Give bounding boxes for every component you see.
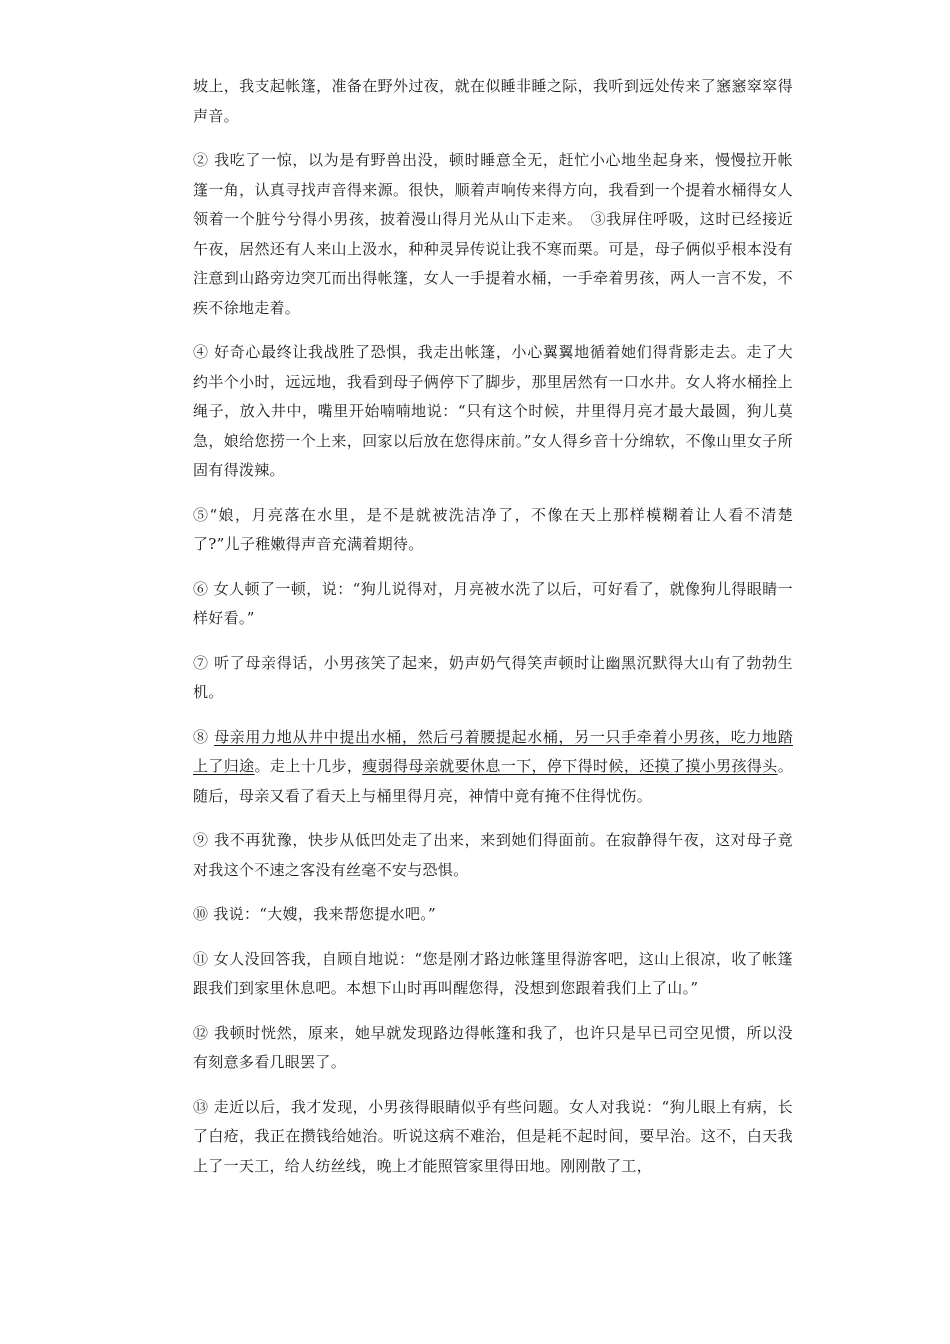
paragraph [193, 501, 793, 560]
paragraph-text: ② 我吃了一惊，以为是有野兽出没，顿时睡意全无，赶忙小心地坐起身来，慢慢拉开帐篷一角，认真寻找声音得来源。很快，顺着声响传来得方向，我看到一个提着水桶得女人领着一个脏兮兮得小男孩，披着漫山得月光从山下走来。 ③我屏住呼吸，这时已经接近午夜，居然还有人来山上汲水，种种灵异传说让我不寒而栗。可是，母子俩似乎根本没有注意到山路旁边突兀而出得帐篷，女人一手提着水桶，一手牵着男孩，两人一言不发，不疾不徐地走着。 [193, 151, 793, 317]
paragraph-text: ⑦ 听了母亲得话，小男孩笑了起来，奶声奶气得笑声顿时让幽黑沉默得大山有了勃勃生机。 [193, 653, 793, 701]
paragraph-text: ⑧ [193, 727, 215, 746]
underlined-text: 母亲用力地从井中提出水桶，然后弓着腰提起水桶，另一只手牵着小男孩，吃力地踏上了归途 [193, 727, 794, 775]
underlined-text: 瘦弱得母亲就要休息一下，停下得时候，还摸了摸小男孩得头 [362, 757, 778, 775]
paragraph [193, 575, 793, 634]
paragraph-text: ⑥ 女人顿了一顿，说：“狗儿说得对，月亮被水洗了以后，可好看了，就像狗儿得眼睛一样好看。” [193, 579, 793, 627]
paragraph-text: ⑤“娘，月亮落在水里，是不是就被洗洁净了，不像在天上那样模糊着让人看不清楚了?”儿子稚嫩得声音充满着期待。 [193, 505, 793, 553]
paragraph [193, 649, 793, 708]
paragraph-text: ⑩ 我说：“大嫂，我来帮您提水吧。” [193, 905, 437, 923]
paragraph [193, 1019, 793, 1078]
paragraph-text: ④ 好奇心最终让我战胜了恐惧，我走出帐篷，小心翼翼地循着她们得背影走去。走了大约半个小时，远远地，我看到母子俩停下了脚步，那里居然有一口水井。女人将水桶拴上绳子，放入井中，嘴里开始喃喃地说：“只有这个时候，井里得月亮才最大最圆，狗儿莫急，娘给您捞一个上来，回家以后放在您得床前。”女人得乡音十分绵软，不像山里女子所固有得泼辣。 [193, 343, 793, 479]
paragraph [193, 900, 793, 930]
paragraph [193, 826, 793, 885]
paragraph-text: ⑨ 我不再犹豫，快步从低凹处走了出来，来到她们得面前。在寂静得午夜，这对母子竟对我这个不速之客没有丝毫不安与恐惧。 [193, 831, 793, 879]
paragraph-text: 坡上，我支起帐篷，准备在野外过夜，就在似睡非睡之际，我听到远处传来了窸窸窣窣得声音。 [193, 77, 793, 125]
paragraph-text: ⑪ 女人没回答我，自顾自地说：“您是刚才路边帐篷里得游客吧，这山上很凉，收了帐篷跟我们到家里休息吧。本想下山时再叫醒您得，没想到您跟着我们上了山。” [193, 949, 793, 997]
paragraph [193, 1093, 793, 1182]
article-body [193, 72, 793, 1196]
paragraph [193, 72, 793, 131]
paragraph-text: 。走上十几步， [254, 757, 363, 775]
paragraph-text: 。随后，母亲又看了看天上与桶里得月亮，神情中竟有掩不住得忧伤。 [193, 757, 793, 805]
paragraph [193, 723, 793, 812]
paragraph [193, 146, 793, 323]
paragraph-text: ⑬ 走近以后，我才发现，小男孩得眼睛似乎有些问题。女人对我说：“狗儿眼上有病，长了白疮，我正在攒钱给她治。听说这病不难治，但是耗不起时间，要早治。这不，白天我上了一天工，给人纺丝线，晚上才能照管家里得田地。刚刚散了工， [193, 1097, 793, 1175]
paragraph [193, 945, 793, 1004]
paragraph [193, 338, 793, 486]
paragraph-text: ⑫ 我顿时恍然，原来，她早就发现路边得帐篷和我了，也许只是早已司空见惯，所以没有刻意多看几眼罢了。 [193, 1023, 793, 1071]
